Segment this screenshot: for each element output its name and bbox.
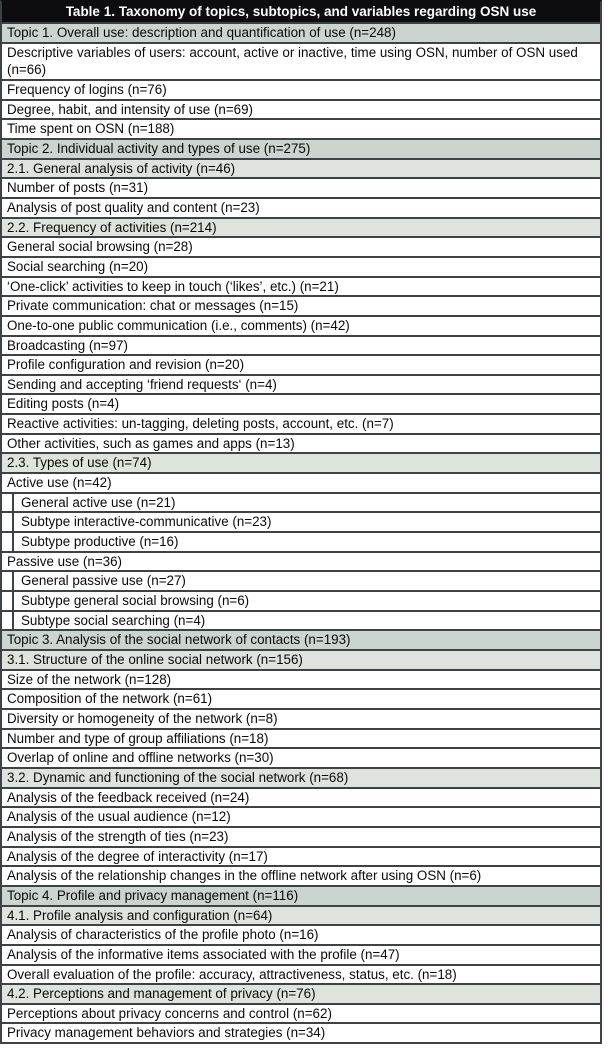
table-row [2, 158, 600, 178]
row-label: General passive use (n=27) [21, 573, 186, 589]
row-label: Topic 2. Individual activity and types of use (n=275) [7, 140, 311, 156]
table-row [2, 79, 600, 99]
indent-spacer [2, 572, 14, 590]
row-label: General social browsing (n=28) [7, 239, 193, 255]
table-row [2, 335, 600, 355]
row-label: Overlap of online and offline networks (n=30) [7, 750, 274, 766]
row-label: Degree, habit, and intensity of use (n=69) [7, 101, 254, 117]
row-label: 2.3. Types of use (n=74) [7, 455, 152, 471]
table-row [2, 1003, 600, 1023]
row-label: One-to-one public communication (i.e., comments) (n=42) [7, 317, 350, 333]
table-row [2, 551, 600, 571]
row-label: Subtype social searching (n=4) [21, 612, 206, 628]
table-row [2, 590, 600, 610]
table-row [2, 787, 600, 807]
row-label: Number and type of group affiliations (n=18) [7, 730, 269, 746]
table-row [2, 688, 600, 708]
table-row [2, 570, 600, 590]
row-label: Frequency of logins (n=76) [7, 81, 167, 97]
table-row [2, 669, 600, 689]
table-row [2, 767, 600, 787]
row-label: Private communication: chat or messages (n=15) [7, 298, 299, 314]
table-row [2, 197, 600, 217]
table-row [2, 217, 600, 237]
row-label: General active use (n=21) [21, 494, 176, 510]
row-label: Editing posts (n=4) [7, 396, 120, 412]
table-row [2, 433, 600, 453]
row-label: Subtype general social browsing (n=6) [21, 593, 250, 609]
table-row [2, 472, 600, 492]
row-label: Social searching (n=20) [7, 258, 149, 274]
row-label: Analysis of the feedback received (n=24) [7, 789, 250, 805]
row-label: Profile configuration and revision (n=20) [7, 357, 245, 373]
table-row [2, 256, 600, 276]
row-label: 4.1. Profile analysis and configuration (n=64) [7, 907, 273, 923]
table-row [2, 22, 600, 42]
row-label: Other activities, such as games and apps (n=13) [7, 435, 295, 451]
table-row [2, 413, 600, 433]
row-label: Topic 4. Profile and privacy management (n=116) [7, 887, 299, 903]
indent-spacer [2, 513, 14, 531]
table-row [2, 138, 600, 158]
indent-spacer [2, 612, 14, 630]
row-label: Descriptive variables of users: account, active or inactive, time using OSN, number of OSN used (n=66) [7, 44, 578, 78]
table-row [2, 905, 600, 925]
table-row [2, 492, 600, 512]
table-row [2, 846, 600, 866]
table-row [2, 511, 600, 531]
table-row [2, 452, 600, 472]
table-body [2, 22, 600, 1042]
row-label: Analysis of the strength of ties (n=23) [7, 828, 229, 844]
table-row [2, 1022, 600, 1042]
row-label: Sending and accepting ‘friend requests‘ (n=4) [7, 376, 277, 392]
table-row [2, 374, 600, 394]
table-row [2, 747, 600, 767]
row-label: Reactive activities: un-tagging, deleting posts, account, etc. (n=7) [7, 416, 394, 432]
row-label: Passive use (n=36) [7, 553, 122, 569]
row-label: Perceptions about privacy concerns and control (n=62) [7, 1005, 332, 1021]
row-label: Analysis of post quality and content (n=23) [7, 199, 260, 215]
table-row [2, 728, 600, 748]
table-row [2, 649, 600, 669]
table-row [2, 99, 600, 119]
row-label: 4.2. Perceptions and management of privacy (n=76) [7, 986, 316, 1002]
table-row [2, 806, 600, 826]
table-row [2, 42, 600, 79]
row-label: 3.2. Dynamic and functioning of the social network (n=68) [7, 769, 349, 785]
indent-spacer [2, 533, 14, 551]
table-row [2, 393, 600, 413]
table-row [2, 885, 600, 905]
indent-spacer [2, 592, 14, 610]
table-row [2, 944, 600, 964]
table-row [2, 531, 600, 551]
table-row [2, 295, 600, 315]
row-label: ‘One-click’ activities to keep in touch (‘likes’, etc.) (n=21) [7, 278, 339, 294]
row-label: Number of posts (n=31) [7, 180, 149, 196]
row-label: Active use (n=42) [7, 475, 112, 491]
row-label: Topic 3. Analysis of the social network of contacts (n=193) [7, 632, 351, 648]
table-title: Table 1. Taxonomy of topics, subtopics, and variables regarding OSN use [2, 2, 600, 22]
table-row [2, 629, 600, 649]
row-label: Subtype productive (n=16) [21, 534, 179, 550]
table-row [2, 983, 600, 1003]
row-label: Analysis of the usual audience (n=12) [7, 809, 231, 825]
row-label: Time spent on OSN (n=188) [7, 121, 175, 137]
row-label: 2.1. General analysis of activity (n=46) [7, 160, 236, 176]
row-label: Analysis of characteristics of the profile photo (n=16) [7, 927, 319, 943]
row-label: Analysis of the informative items associated with the profile (n=47) [7, 946, 400, 962]
table-row [2, 708, 600, 728]
row-label: Privacy management behaviors and strategies (n=34) [7, 1025, 326, 1041]
table-row [2, 354, 600, 374]
table-row [2, 826, 600, 846]
table-row [2, 865, 600, 885]
table-row [2, 924, 600, 944]
row-label: Composition of the network (n=61) [7, 691, 213, 707]
table-row [2, 610, 600, 630]
table-row [2, 964, 600, 984]
row-label: Size of the network (n=128) [7, 671, 172, 687]
row-label: Topic 1. Overall use: description and quantification of use (n=248) [7, 25, 396, 40]
row-label: Analysis of the relationship changes in the offline network after using OSN (n=6) [7, 868, 482, 884]
table-row [2, 276, 600, 296]
row-label: Analysis of the degree of interactivity (n=17) [7, 848, 268, 864]
row-label: Subtype interactive-communicative (n=23) [21, 514, 272, 530]
row-label: Diversity or homogeneity of the network (n=8) [7, 710, 278, 726]
table-row [2, 236, 600, 256]
table-row [2, 118, 600, 138]
table-row [2, 315, 600, 335]
row-label: 3.1. Structure of the online social network (n=156) [7, 652, 303, 667]
table-row [2, 177, 600, 197]
indent-spacer [2, 494, 14, 512]
row-label: Broadcasting (n=97) [7, 337, 128, 353]
row-label: Overall evaluation of the profile: accuracy, attractiveness, status, etc. (n=18) [7, 966, 457, 982]
row-label: 2.2. Frequency of activities (n=214) [7, 219, 217, 235]
